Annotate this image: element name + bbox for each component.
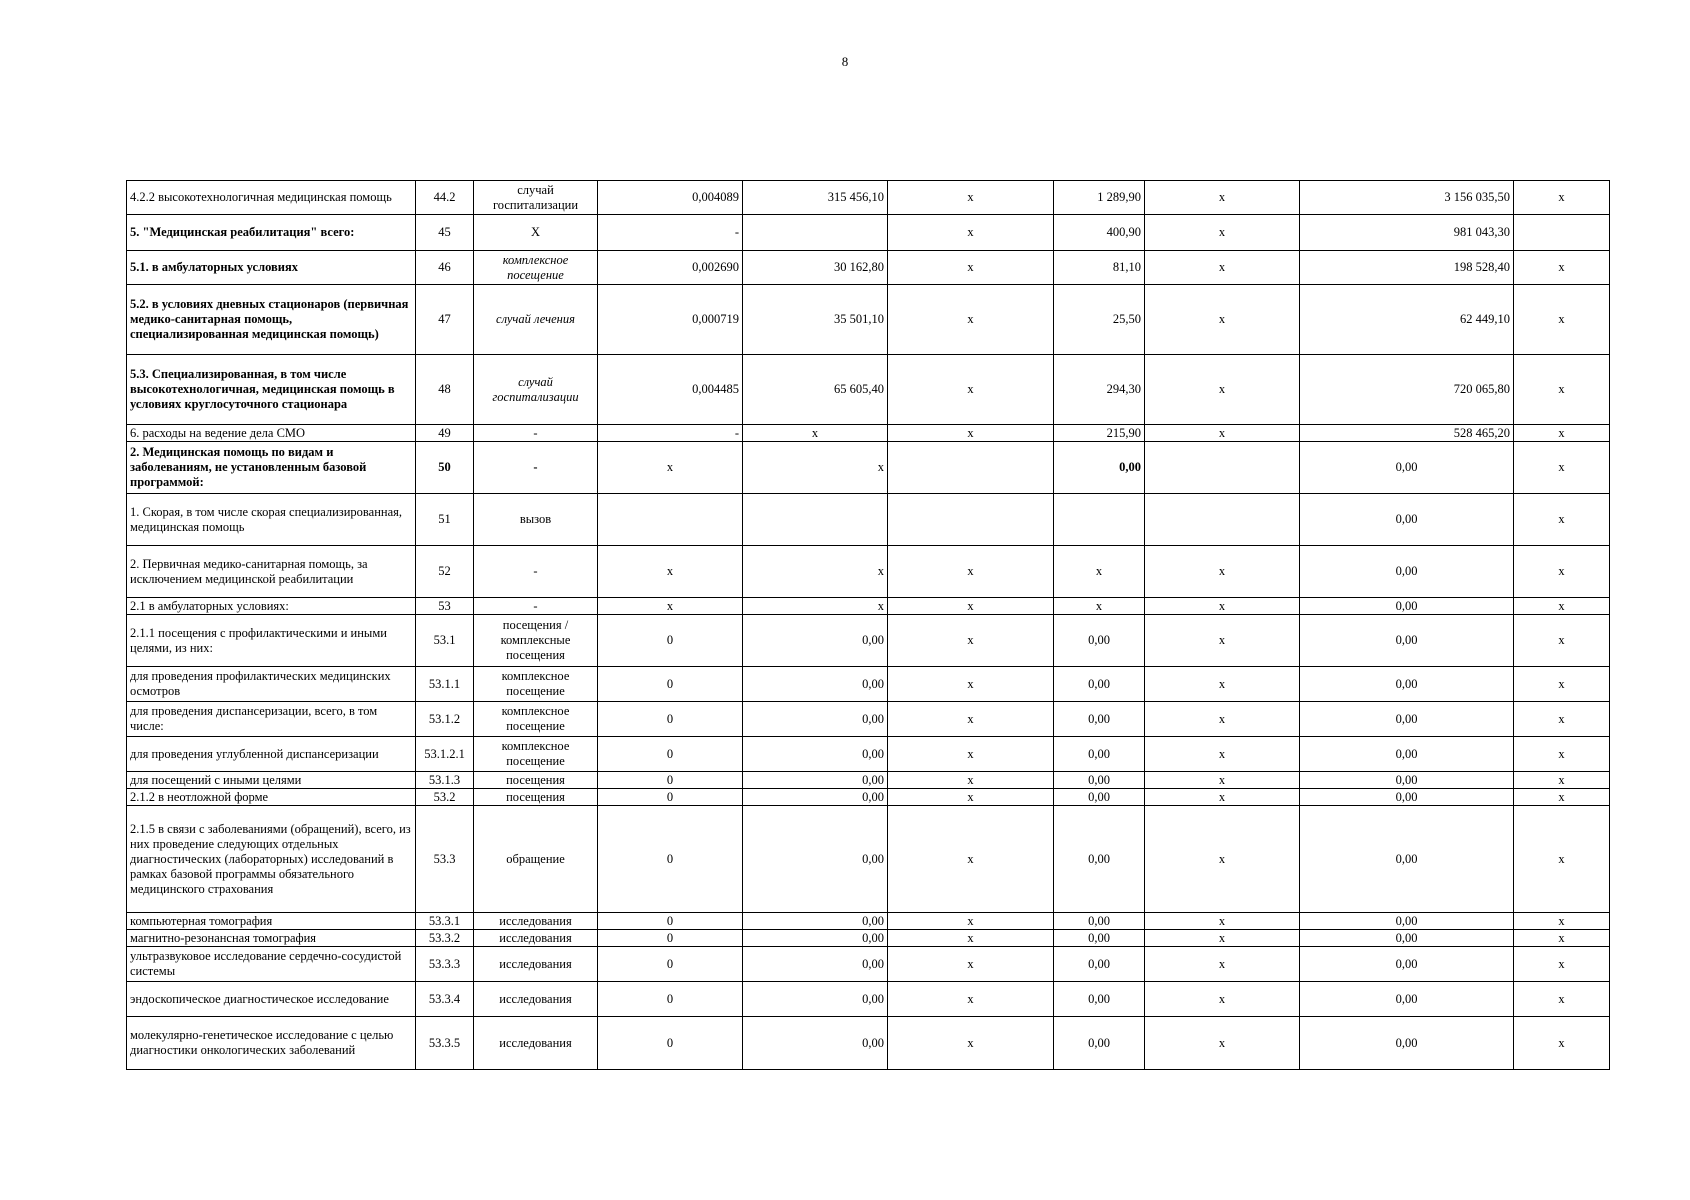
cell-percent: x [1514,772,1610,789]
cell-cost: 0,00 [743,930,888,947]
cell-percent: x [1514,806,1610,913]
row-unit: обращение [474,806,598,913]
cell-oms-total: 0,00 [1300,442,1514,494]
table-row [127,615,1610,667]
cell-percent: x [1514,913,1610,930]
row-unit: вызов [474,494,598,546]
row-number: 52 [416,546,474,598]
cell-oms-per-capita: x [1054,598,1145,615]
cell-budget-per-capita: x [888,546,1054,598]
cell-oms-total: 528 465,20 [1300,425,1514,442]
row-name: 6. расходы на ведение дела СМО [127,425,416,442]
cell-percent: x [1514,285,1610,355]
cell-percent: x [1514,181,1610,215]
cell-budget-total: x [1145,285,1300,355]
cell-budget-per-capita: x [888,181,1054,215]
row-unit: исследования [474,913,598,930]
cell-oms-total: 720 065,80 [1300,355,1514,425]
table-row [127,546,1610,598]
row-name: ультразвуковое исследование сердечно-сосудистой системы [127,947,416,982]
cell-norm: 0,002690 [598,251,743,285]
cell-oms-per-capita: 215,90 [1054,425,1145,442]
cell-oms-per-capita: 0,00 [1054,806,1145,913]
cell-oms-total: 0,00 [1300,667,1514,702]
cell-oms-per-capita: 81,10 [1054,251,1145,285]
cell-percent: x [1514,667,1610,702]
row-unit: - [474,425,598,442]
cell-cost: 0,00 [743,982,888,1017]
cell-norm: 0 [598,789,743,806]
cell-budget-total: x [1145,789,1300,806]
row-number: 47 [416,285,474,355]
row-name: для проведения диспансеризации, всего, в том числе: [127,702,416,737]
row-number: 53.1.2 [416,702,474,737]
cell-cost: 0,00 [743,913,888,930]
row-name: 2.1.5 в связи с заболеваниями (обращений), всего, из них проведение следующих отдельных диагностических (лабораторных) исследований в рамках базовой программы обязательного медицинского страхования [127,806,416,913]
cell-norm [598,494,743,546]
cell-oms-per-capita: 0,00 [1054,615,1145,667]
cell-oms-per-capita: 0,00 [1054,982,1145,1017]
cell-percent: x [1514,1017,1610,1070]
cell-budget-total: x [1145,425,1300,442]
cell-oms-per-capita: 0,00 [1054,789,1145,806]
row-name: 2.1.1 посещения с профилактическими и иными целями, из них: [127,615,416,667]
table-row [127,667,1610,702]
cell-norm: 0 [598,1017,743,1070]
row-name: для проведения профилактических медицинских осмотров [127,667,416,702]
cell-oms-per-capita [1054,494,1145,546]
row-number: 53 [416,598,474,615]
row-name: 5. "Медицинская реабилитация" всего: [127,215,416,251]
cell-norm: - [598,425,743,442]
cell-cost [743,215,888,251]
row-number: 53.2 [416,789,474,806]
cell-budget-total: x [1145,615,1300,667]
row-name: 2. Первичная медико-санитарная помощь, за исключением медицинской реабилитации [127,546,416,598]
cell-oms-total: 0,00 [1300,806,1514,913]
cell-budget-per-capita: x [888,1017,1054,1070]
cell-oms-total: 3 156 035,50 [1300,181,1514,215]
cell-norm: - [598,215,743,251]
cell-budget-total: x [1145,355,1300,425]
row-unit: комплексное посещение [474,667,598,702]
cell-oms-per-capita: 0,00 [1054,442,1145,494]
cell-budget-total: x [1145,982,1300,1017]
cell-oms-total: 0,00 [1300,615,1514,667]
cell-oms-per-capita: 0,00 [1054,947,1145,982]
table-row [127,598,1610,615]
cell-budget-per-capita: x [888,702,1054,737]
row-name: магнитно-резонансная томография [127,930,416,947]
cell-oms-total: 0,00 [1300,494,1514,546]
cell-norm: 0 [598,615,743,667]
cell-budget-total: x [1145,806,1300,913]
cell-budget-total: x [1145,930,1300,947]
cell-budget-total: x [1145,546,1300,598]
cell-norm: 0 [598,806,743,913]
row-unit: комплексное посещение [474,702,598,737]
row-number: 53.3.4 [416,982,474,1017]
row-name: 1. Скорая, в том числе скорая специализированная, медицинская помощь [127,494,416,546]
cell-oms-total: 981 043,30 [1300,215,1514,251]
cell-cost: 0,00 [743,615,888,667]
cell-cost: 35 501,10 [743,285,888,355]
cell-oms-total: 0,00 [1300,982,1514,1017]
cell-budget-total: x [1145,702,1300,737]
cell-percent: x [1514,737,1610,772]
cell-oms-total: 0,00 [1300,737,1514,772]
row-name: молекулярно-генетическое исследование с целью диагностики онкологических заболеваний [127,1017,416,1070]
row-number: 50 [416,442,474,494]
cell-budget-per-capita: x [888,737,1054,772]
cell-percent: x [1514,598,1610,615]
row-unit: комплексное посещение [474,737,598,772]
cell-norm: 0 [598,772,743,789]
table-row [127,789,1610,806]
row-name: 2. Медицинская помощь по видам и заболеваниям, не установленным базовой программой: [127,442,416,494]
table-row [127,1017,1610,1070]
page-number: 8 [841,54,849,69]
cell-oms-per-capita: x [1054,546,1145,598]
cell-budget-per-capita [888,494,1054,546]
cell-budget-total: x [1145,947,1300,982]
table-row [127,494,1610,546]
cell-percent: x [1514,546,1610,598]
cell-norm: 0,004089 [598,181,743,215]
row-name: компьютерная томография [127,913,416,930]
cell-norm: 0 [598,982,743,1017]
cell-norm: 0 [598,702,743,737]
cell-budget-per-capita: x [888,285,1054,355]
cell-budget-total: x [1145,772,1300,789]
cell-oms-per-capita: 294,30 [1054,355,1145,425]
cell-percent: x [1514,494,1610,546]
row-name: для проведения углубленной диспансеризации [127,737,416,772]
cell-oms-total: 0,00 [1300,598,1514,615]
cell-norm: x [598,546,743,598]
cell-norm: 0,000719 [598,285,743,355]
cell-oms-total: 0,00 [1300,789,1514,806]
row-number: 49 [416,425,474,442]
row-name: эндоскопическое диагностическое исследование [127,982,416,1017]
row-name: 5.1. в амбулаторных условиях [127,251,416,285]
cell-norm: 0,004485 [598,355,743,425]
cell-cost [743,494,888,546]
cell-cost: x [743,442,888,494]
row-number: 53.1.1 [416,667,474,702]
cell-budget-total: x [1145,251,1300,285]
cell-oms-per-capita: 0,00 [1054,667,1145,702]
cell-percent: x [1514,442,1610,494]
row-number: 45 [416,215,474,251]
row-unit: исследования [474,947,598,982]
row-unit: посещения [474,789,598,806]
cell-oms-per-capita: 0,00 [1054,1017,1145,1070]
table-row [127,285,1610,355]
cell-oms-per-capita: 25,50 [1054,285,1145,355]
cell-cost: 0,00 [743,1017,888,1070]
cell-budget-total: x [1145,1017,1300,1070]
cell-cost: 65 605,40 [743,355,888,425]
cell-budget-total: x [1145,598,1300,615]
cell-percent: x [1514,982,1610,1017]
cell-cost: 0,00 [743,667,888,702]
data-table [126,180,1610,1070]
cell-budget-total [1145,442,1300,494]
row-unit: исследования [474,930,598,947]
cell-norm: x [598,442,743,494]
cell-budget-per-capita [888,442,1054,494]
table-row [127,913,1610,930]
row-unit: X [474,215,598,251]
cell-budget-per-capita: x [888,215,1054,251]
cell-norm: x [598,598,743,615]
cell-oms-total: 0,00 [1300,546,1514,598]
table-row [127,181,1610,215]
row-unit: случай лечения [474,285,598,355]
table-row [127,251,1610,285]
cell-oms-per-capita: 0,00 [1054,737,1145,772]
cell-budget-total: x [1145,181,1300,215]
table-row [127,772,1610,789]
cell-percent: x [1514,702,1610,737]
cell-oms-per-capita: 0,00 [1054,930,1145,947]
cell-percent: x [1514,251,1610,285]
cell-cost: 0,00 [743,702,888,737]
row-unit: случай госпитализации [474,181,598,215]
cell-budget-total: x [1145,737,1300,772]
table-row [127,930,1610,947]
cell-cost: 0,00 [743,806,888,913]
cell-budget-per-capita: x [888,930,1054,947]
cell-budget-per-capita: x [888,425,1054,442]
row-number: 53.1.3 [416,772,474,789]
row-number: 53.3.5 [416,1017,474,1070]
cell-percent: x [1514,930,1610,947]
cell-percent: x [1514,615,1610,667]
row-number: 53.3.3 [416,947,474,982]
table-row [127,442,1610,494]
cell-budget-total: x [1145,913,1300,930]
row-unit: случай госпитализации [474,355,598,425]
cell-cost: x [743,598,888,615]
cell-oms-total: 0,00 [1300,913,1514,930]
cell-percent: x [1514,355,1610,425]
row-name: 2.1.2 в неотложной форме [127,789,416,806]
row-unit: - [474,598,598,615]
cell-cost: 0,00 [743,737,888,772]
table-row [127,702,1610,737]
row-name: для посещений с иными целями [127,772,416,789]
row-number: 53.3 [416,806,474,913]
row-unit: посещения / комплексные посещения [474,615,598,667]
cell-budget-per-capita: x [888,251,1054,285]
table-row [127,982,1610,1017]
cell-oms-total: 0,00 [1300,930,1514,947]
row-number: 48 [416,355,474,425]
row-unit: посещения [474,772,598,789]
row-unit: исследования [474,1017,598,1070]
table-row [127,355,1610,425]
cell-cost: 0,00 [743,947,888,982]
row-name: 4.2.2 высокотехнологичная медицинская помощь [127,181,416,215]
cell-oms-total: 0,00 [1300,772,1514,789]
cell-budget-per-capita: x [888,806,1054,913]
table-row [127,947,1610,982]
row-name: 5.2. в условиях дневных стационаров (первичная медико-санитарная помощь, специализированная медицинская помощь) [127,285,416,355]
cell-cost: 0,00 [743,789,888,806]
row-number: 53.3.2 [416,930,474,947]
cell-oms-total: 0,00 [1300,702,1514,737]
cell-percent: x [1514,789,1610,806]
row-unit: исследования [474,982,598,1017]
cell-budget-per-capita: x [888,598,1054,615]
cell-norm: 0 [598,667,743,702]
table-row [127,215,1610,251]
cell-oms-total: 0,00 [1300,947,1514,982]
cell-cost: 315 456,10 [743,181,888,215]
cell-budget-per-capita: x [888,913,1054,930]
cell-budget-per-capita: x [888,789,1054,806]
cell-oms-per-capita: 0,00 [1054,702,1145,737]
cell-oms-per-capita: 400,90 [1054,215,1145,251]
cell-norm: 0 [598,737,743,772]
cell-oms-total: 0,00 [1300,1017,1514,1070]
cell-cost: 0,00 [743,772,888,789]
cell-oms-per-capita: 1 289,90 [1054,181,1145,215]
row-number: 46 [416,251,474,285]
row-number: 53.1.2.1 [416,737,474,772]
cell-cost: x [743,546,888,598]
cell-oms-per-capita: 0,00 [1054,913,1145,930]
row-number: 53.3.1 [416,913,474,930]
table-row [127,425,1610,442]
cell-percent: x [1514,947,1610,982]
cell-cost: 30 162,80 [743,251,888,285]
cell-norm: 0 [598,913,743,930]
table-row [127,806,1610,913]
cell-oms-per-capita: 0,00 [1054,772,1145,789]
cell-budget-per-capita: x [888,947,1054,982]
cell-percent [1514,215,1610,251]
row-unit: - [474,442,598,494]
cell-budget-per-capita: x [888,772,1054,789]
cell-budget-total: x [1145,215,1300,251]
row-unit: - [474,546,598,598]
cell-budget-total: x [1145,667,1300,702]
row-number: 53.1 [416,615,474,667]
row-name: 5.3. Специализированная, в том числе высокотехнологичная, медицинская помощь в условиях круглосуточного стационара [127,355,416,425]
cell-oms-total: 62 449,10 [1300,285,1514,355]
cell-cost: x [743,425,888,442]
cell-budget-total [1145,494,1300,546]
cell-percent: x [1514,425,1610,442]
cell-norm: 0 [598,947,743,982]
cell-norm: 0 [598,930,743,947]
row-number: 44.2 [416,181,474,215]
cell-oms-total: 198 528,40 [1300,251,1514,285]
row-name: 2.1 в амбулаторных условиях: [127,598,416,615]
table-row [127,737,1610,772]
cell-budget-per-capita: x [888,667,1054,702]
cell-budget-per-capita: x [888,355,1054,425]
cell-budget-per-capita: x [888,615,1054,667]
cell-budget-per-capita: x [888,982,1054,1017]
row-unit: комплексное посещение [474,251,598,285]
row-number: 51 [416,494,474,546]
